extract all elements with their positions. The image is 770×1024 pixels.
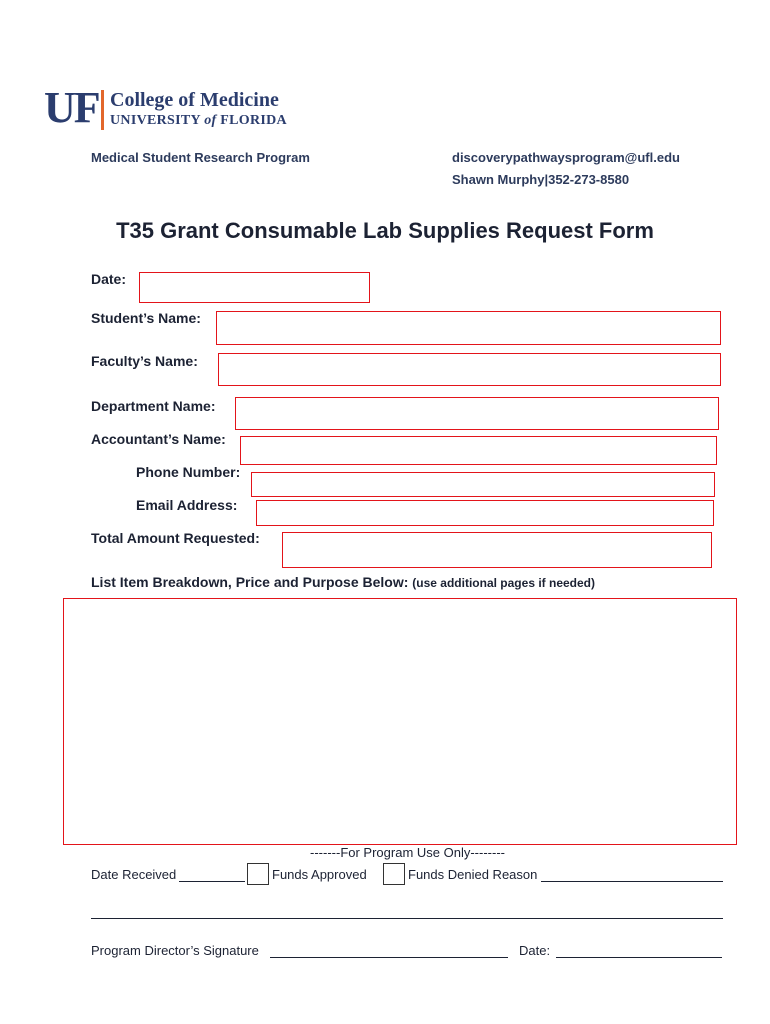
program-contact: Shawn Murphy|352-273-8580 xyxy=(452,172,630,187)
breakdown-label xyxy=(91,574,595,590)
funds-approved-label: Funds Approved xyxy=(272,867,367,882)
phone-number-field[interactable] xyxy=(251,472,715,497)
breakdown-textarea[interactable] xyxy=(63,598,737,845)
funds-denied-checkbox[interactable] xyxy=(383,863,405,885)
logo-university-suffix: FLORIDA xyxy=(220,113,287,128)
department-name-field[interactable] xyxy=(235,397,719,430)
logo-university-name xyxy=(110,113,287,129)
date-label: Date: xyxy=(91,271,127,287)
faculty-name-label: Faculty’s Name: xyxy=(91,353,198,369)
total-amount-label: Total Amount Requested: xyxy=(91,530,260,546)
uf-logo-mark: UF xyxy=(44,83,99,132)
funds-denied-label: Funds Denied Reason xyxy=(408,867,538,882)
breakdown-note: (use additional pages if needed) xyxy=(412,576,595,590)
program-use-heading: -------For Program Use Only-------- xyxy=(310,845,505,860)
reason-continuation-line[interactable] xyxy=(91,918,723,919)
breakdown-heading: List Item Breakdown, Price and Purpose Below: xyxy=(91,574,409,590)
funds-denied-reason-line[interactable] xyxy=(541,881,723,882)
faculty-name-field[interactable] xyxy=(218,353,721,386)
form-title: T35 Grant Consumable Lab Supplies Request Form xyxy=(116,218,654,243)
accountant-name-label: Accountant’s Name: xyxy=(91,431,226,447)
accountant-name-field[interactable] xyxy=(240,436,717,465)
student-name-label: Student’s Name: xyxy=(91,310,201,326)
email-address-field[interactable] xyxy=(256,500,714,526)
department-name-label: Department Name: xyxy=(91,398,216,414)
total-amount-field[interactable] xyxy=(282,532,712,568)
logo-university-prefix: UNIVERSITY xyxy=(110,113,201,128)
date-received-line[interactable] xyxy=(179,881,245,882)
signature-line[interactable] xyxy=(270,957,508,958)
logo-university-of: of xyxy=(204,113,217,128)
funds-approved-checkbox[interactable] xyxy=(247,863,269,885)
signature-label: Program Director’s Signature xyxy=(91,943,259,958)
program-email: discoverypathwaysprogram@ufl.edu xyxy=(452,150,680,165)
phone-number-label: Phone Number: xyxy=(136,464,241,480)
email-address-label: Email Address: xyxy=(136,497,238,513)
logo-divider xyxy=(101,90,104,130)
signature-date-line[interactable] xyxy=(556,957,722,958)
program-name: Medical Student Research Program xyxy=(91,150,310,165)
date-field[interactable] xyxy=(139,272,370,303)
signature-date-label: Date: xyxy=(519,943,551,958)
student-name-field[interactable] xyxy=(216,311,721,345)
date-received-label: Date Received xyxy=(91,867,177,882)
logo-college-name: College of Medicine xyxy=(110,89,279,111)
